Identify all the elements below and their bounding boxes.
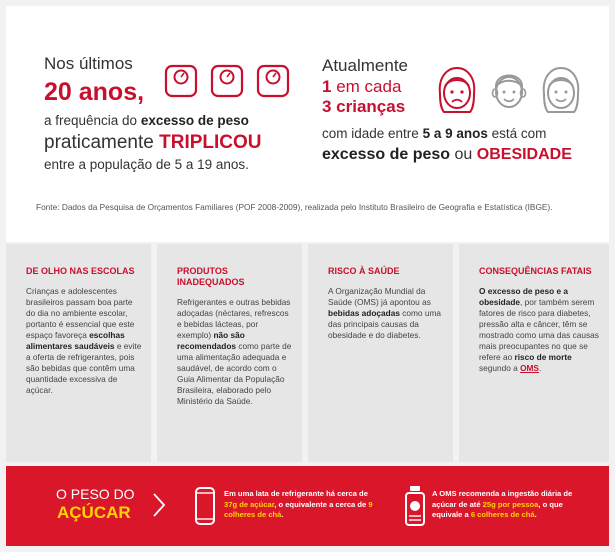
sad-girl-icon bbox=[434, 64, 480, 118]
scales-group bbox=[164, 64, 294, 104]
card-title: RISCO À SAÚDE bbox=[328, 266, 400, 276]
ratio-line-1: Atualmente bbox=[322, 56, 408, 75]
scale-icon bbox=[164, 64, 198, 98]
soda-can-icon bbox=[194, 486, 216, 526]
banner-title-line-2: AÇÚCAR bbox=[57, 503, 131, 522]
trend-line-2: 20 anos, bbox=[44, 78, 145, 106]
sugar-jar-icon bbox=[403, 484, 427, 528]
card-schools bbox=[6, 244, 151, 462]
ratio-line-5: excesso de peso ou OBESIDADE bbox=[322, 146, 572, 163]
boy-icon bbox=[486, 64, 532, 118]
girl-icon bbox=[538, 64, 584, 118]
card-inadequate-products bbox=[157, 244, 302, 462]
ratio-line-4: com idade entre 5 a 9 anos está com bbox=[322, 126, 547, 141]
trend-line-1: Nos últimos bbox=[44, 54, 133, 73]
trend-line-3: a frequência do excesso de peso bbox=[44, 113, 249, 128]
soda-sugar-fact: Em uma lata de refrigerante há cerca de 37g de açúcar, o equivalente a cerca de 9 colheres de chá. bbox=[224, 489, 373, 519]
card-title: DE OLHO NAS ESCOLAS bbox=[26, 266, 135, 276]
sugar-banner bbox=[6, 466, 609, 546]
card-fatal-consequences bbox=[459, 244, 609, 462]
scale-icon bbox=[210, 64, 244, 98]
oms-link[interactable]: OMS bbox=[520, 363, 539, 373]
scale-icon bbox=[256, 64, 290, 98]
source-note: Fonte: Dados da Pesquisa de Orçamentos Familiares (POF 2008-2009), realizada pelo Instituto Brasileiro de Geografia e Estatística (IBGE). bbox=[36, 202, 553, 212]
card-text: Crianças e adolescentes brasileiros passam boa parte do dia no ambiente escolar, portanto é essencial que este espaço favoreça escolhas alimentares saudáveis e evite a oferta de refrigerantes, pois são bebidas que contêm uma quantidade excessiva de açúcar. bbox=[26, 286, 142, 395]
card-health-risk bbox=[308, 244, 453, 462]
who-sugar-recommendation: A OMS recomenda a ingestão diária de açúcar de até 25g por pessoa, o que equivale a 6 colheres de chá. bbox=[432, 489, 573, 519]
card-text: O excesso de peso e a obesidade, por também serem fatores de risco para diabetes, pressão alta e câncer, têm se mostrado como uma das causas mais preocupantes no que se refere ao risco de morte segundo a OMS. bbox=[479, 286, 599, 373]
ratio-line-3: 3 crianças bbox=[322, 97, 406, 116]
chevron-right-icon bbox=[152, 492, 166, 518]
card-text: A Organização Mundial da Saúde (OMS) já apontou as bebidas adoçadas como uma das principais causas da obesidade e do diabetes. bbox=[328, 286, 441, 340]
children-faces-group bbox=[434, 64, 614, 124]
trend-line-4: praticamente TRIPLICOU bbox=[44, 132, 262, 153]
card-text: Refrigerantes e outras bebidas adoçadas (néctares, refrescos e bebidas lácteas, por exemplo) não são recomendados como parte de uma alimentação adequada e saudável, de acordo com o Guia Alimentar da População Brasileira, elaborado pelo Ministério da Saúde. bbox=[177, 297, 292, 406]
card-title: PRODUTOS INADEQUADOS bbox=[177, 266, 245, 287]
stats-panel bbox=[6, 6, 609, 242]
card-title: CONSEQUÊNCIAS FATAIS bbox=[479, 266, 592, 276]
trend-line-5: entre a população de 5 a 19 anos. bbox=[44, 157, 249, 172]
ratio-line-2: 1 em cada bbox=[322, 77, 402, 96]
banner-title-line-1: O PESO DO bbox=[56, 486, 135, 502]
